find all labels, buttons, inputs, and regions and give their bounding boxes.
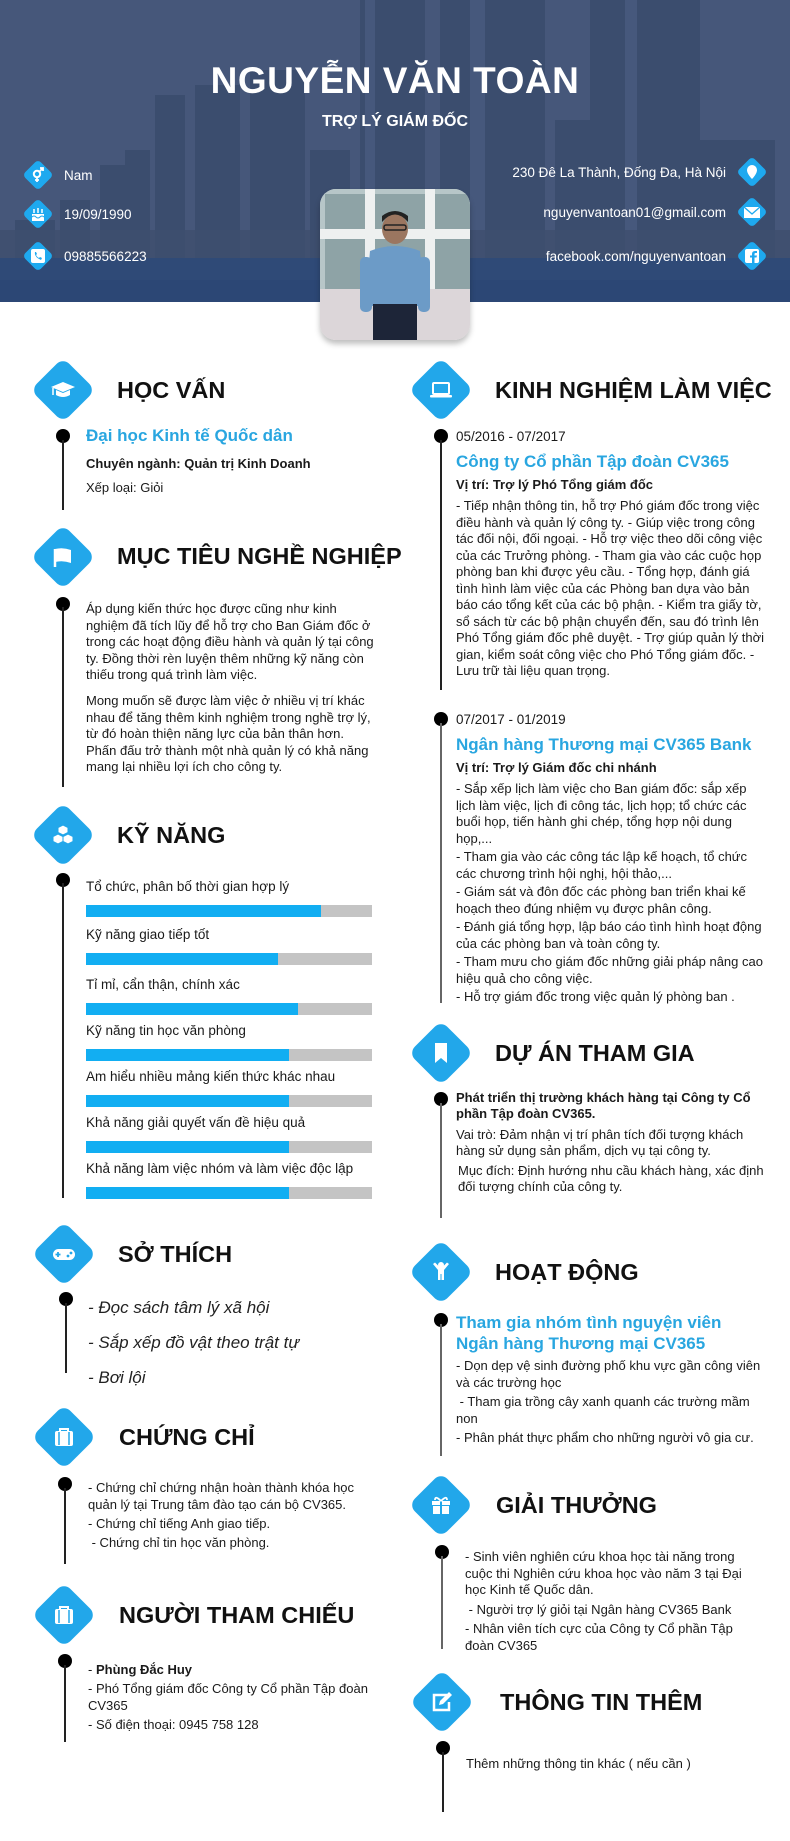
job-item bbox=[456, 711, 766, 1006]
activity-detail: - Tham gia trồng cây xanh quanh các trường mầm non bbox=[456, 1394, 754, 1426]
references-content bbox=[88, 1661, 368, 1733]
activity-detail: - Dọn dẹp vệ sinh đường phố khu vực gần công viên và các trường học bbox=[456, 1358, 761, 1390]
skill-bar-fill bbox=[86, 1049, 289, 1061]
timeline-line bbox=[64, 1488, 66, 1564]
skill-bar bbox=[86, 953, 372, 965]
email-icon bbox=[736, 196, 768, 228]
facebook-icon bbox=[736, 240, 768, 272]
reference-name-prefix: - bbox=[88, 1662, 96, 1677]
timeline-line bbox=[442, 1752, 444, 1812]
cubes-icon bbox=[31, 803, 95, 867]
project-item bbox=[456, 1090, 766, 1195]
certificate-item: - Chứng chỉ tiếng Anh giao tiếp. bbox=[88, 1516, 271, 1531]
skill-bar-fill bbox=[86, 1141, 289, 1153]
skill-label: Khả năng làm việc nhóm và làm việc độc lập bbox=[86, 1161, 354, 1176]
gamepad-icon bbox=[32, 1222, 96, 1286]
gender-value: Nam bbox=[64, 167, 93, 183]
job-position: Vị trí: Trợ lý Giám đốc chi nhánh bbox=[456, 760, 657, 775]
bookmark-icon bbox=[409, 1021, 473, 1085]
job-details: - Tiếp nhận thông tin, hỗ trợ Phó giám đốc trong việc điều hành và quản lý công ty. - Giúp việc trong công tác đối nội, đối ngoại. - Hỗ trợ việc theo dõi công việc của các Trưởng phòng. - Tham gia vào các cuộc họp phòng ban khi được yêu cầu. - Tổng hợp, đánh giá tình hình làm việc của các Phòng ban dựa vào bản báo cáo tổng kết của các bộ phận. - Kiểm tra giấy tờ, sổ sách từ các bộ phận chuyển đến, sau đó trình lên Phó Tổng giám đốc phê duyệt. - Trợ giúp quản lý thời gian, kiểm soát công việc cho Phó Tổng giám đốc. - Lưu trữ tài liệu quan trọng. bbox=[456, 498, 765, 678]
flag-icon bbox=[31, 525, 95, 589]
job-period: 05/2016 - 07/2017 bbox=[456, 429, 566, 444]
additional-content bbox=[466, 1755, 766, 1772]
facebook-value[interactable]: facebook.com/nguyenvantoan bbox=[545, 248, 726, 264]
skill-item bbox=[86, 1023, 372, 1061]
hobbies-content bbox=[88, 1290, 378, 1395]
timeline-line bbox=[64, 1665, 66, 1742]
contact-email bbox=[533, 196, 768, 228]
job-detail: - Tham gia vào các công tác lập kế hoạch, tổ chức các chương trình hội nghị, hội thảo,... bbox=[456, 849, 748, 881]
address-value: 230 Đê La Thành, Đống Đa, Hà Nội bbox=[512, 164, 726, 180]
section-title-activities: HOẠT ĐỘNG bbox=[495, 1259, 639, 1285]
skill-label: Kỹ năng tin học văn phòng bbox=[86, 1023, 246, 1038]
skill-item bbox=[86, 1115, 372, 1153]
skill-bar-fill bbox=[86, 953, 278, 965]
gift-icon bbox=[409, 1473, 473, 1537]
laptop-icon bbox=[409, 358, 473, 422]
objective-paragraph: Mong muốn sẽ được làm việc ở nhiều vị trí khác nhau để tăng thêm kinh nghiệm trong nghề trợ lý, từ đó hoàn thiện năng lực của bản thân hơn. Phấn đấu trở thành một nhà quản lý có khả năng mang lại nhiều lợi ích cho công ty. bbox=[86, 692, 371, 775]
job-detail: - Sắp xếp lịch làm việc cho Ban giám đốc: sắp xếp lịch làm việc, lịch đi công tác, lịch họp; tổ chức các buổi họp, tiến hành ghi chép, tổng hợp nội dung họp,... bbox=[456, 781, 747, 846]
section-title-references: NGƯỜI THAM CHIẾU bbox=[119, 1602, 355, 1628]
skill-bar bbox=[86, 905, 372, 917]
skill-bar bbox=[86, 1003, 372, 1015]
contact-phone bbox=[22, 240, 157, 272]
section-title-hobbies: SỞ THÍCH bbox=[118, 1241, 233, 1267]
job-item bbox=[456, 428, 766, 680]
edit-icon bbox=[410, 1670, 474, 1734]
section-title-objective: MỤC TIÊU NGHỀ NGHIỆP bbox=[117, 543, 402, 569]
job-detail: - Tham mưu cho giám đốc những giải pháp nâng cao hiệu quả cho công việc. bbox=[456, 954, 763, 986]
section-title-skills: KỸ NĂNG bbox=[117, 822, 226, 848]
award-item: - Nhân viên tích cực của Công ty Cổ phần Tập đoàn CV365 bbox=[465, 1621, 733, 1653]
job-details-list bbox=[456, 781, 766, 1006]
skill-bar-fill bbox=[86, 1095, 289, 1107]
project-role: Vai trò: Đảm nhận vị trí phân tích đối tượng khách hàng sử dụng sản phẩm, dịch vụ tại công ty. bbox=[456, 1127, 744, 1158]
project-name: Phát triển thị trường khách hàng tại Công ty Cổ phần Tập đoàn CV365. bbox=[456, 1090, 751, 1121]
education-content bbox=[86, 425, 376, 496]
timeline-line bbox=[62, 440, 64, 510]
briefcase-icon bbox=[32, 1405, 96, 1469]
map-pin-icon bbox=[736, 156, 768, 188]
job-detail: - Giám sát và đôn đốc các phòng ban triển khai kế hoạch theo đúng nhiệm vụ được phân công. bbox=[456, 884, 746, 916]
timeline-line bbox=[440, 1324, 442, 1456]
skill-label: Khả năng giải quyết vấn đề hiệu quả bbox=[86, 1115, 306, 1130]
award-item: - Người trợ lý giỏi tại Ngân hàng CV365 Bank bbox=[465, 1601, 732, 1617]
skill-item bbox=[86, 927, 372, 965]
job-detail: - Hỗ trợ giám đốc trong việc quản lý phòng ban . bbox=[456, 989, 735, 1004]
skill-item bbox=[86, 879, 372, 917]
job-detail: - Đánh giá tổng hợp, lập báo cáo tình hình hoạt động của các phòng ban và toàn công ty. bbox=[456, 919, 762, 951]
timeline-line bbox=[62, 607, 64, 787]
section-title-education: HỌC VẤN bbox=[117, 377, 226, 403]
certificate-item: - Chứng chỉ chứng nhận hoàn thành khóa học quản lý tại Trung tâm đào tạo cán bộ CV365. bbox=[88, 1480, 355, 1512]
award-item: - Sinh viên nghiên cứu khoa học tài năng trong cuộc thi Nghiên cứu khoa học vào năm 3 tại Đại học Kinh tế Quốc dân. bbox=[465, 1549, 742, 1597]
section-title-awards: GIẢI THƯỞNG bbox=[496, 1492, 657, 1518]
awards-content bbox=[465, 1549, 765, 1654]
certificate-item: - Chứng chỉ tin học văn phòng. bbox=[88, 1535, 270, 1550]
job-company: Ngân hàng Thương mại CV365 Bank bbox=[456, 735, 752, 754]
additional-text: Thêm những thông tin khác ( nếu cần ) bbox=[466, 1756, 691, 1771]
skill-bar bbox=[86, 1141, 372, 1153]
skill-bar-fill bbox=[86, 1187, 289, 1199]
reference-phone: - Số điện thoại: 0945 758 128 bbox=[88, 1717, 259, 1732]
contact-address bbox=[502, 156, 768, 188]
timeline-line bbox=[440, 1103, 442, 1218]
objective-content bbox=[86, 601, 376, 776]
section-title-additional: THÔNG TIN THÊM bbox=[500, 1689, 703, 1715]
person-icon bbox=[409, 1240, 473, 1304]
hobby-item: - Sắp xếp đồ vật theo trật tự bbox=[88, 1333, 300, 1352]
activity-name: Tham gia nhóm tình nguyện viên Ngân hàng Thương mại CV365 bbox=[456, 1313, 722, 1353]
birthday-cake-icon bbox=[22, 198, 54, 230]
education-icon bbox=[31, 358, 95, 422]
timeline-line bbox=[441, 1556, 443, 1649]
contact-facebook bbox=[536, 240, 768, 272]
phone-icon bbox=[22, 240, 54, 272]
timeline-line bbox=[65, 1303, 67, 1373]
phone-value[interactable]: 09885566223 bbox=[64, 248, 147, 264]
skill-label: Tổ chức, phân bố thời gian hợp lý bbox=[86, 879, 290, 894]
candidate-job-title: TRỢ LÝ GIÁM ĐỐC bbox=[321, 113, 469, 130]
skill-item bbox=[86, 1161, 372, 1199]
reference-name: Phùng Đắc Huy bbox=[95, 1662, 193, 1677]
project-purpose: Mục đích: Định hướng nhu cầu khách hàng, xác định đối tượng chính của công ty. bbox=[458, 1163, 764, 1194]
timeline-line bbox=[62, 883, 64, 1198]
profile-photo bbox=[320, 189, 470, 340]
job-period: 07/2017 - 01/2019 bbox=[456, 712, 566, 727]
skill-label: Kỹ năng giao tiếp tốt bbox=[86, 927, 210, 942]
school-name: Đại học Kinh tế Quốc dân bbox=[86, 426, 293, 445]
skill-bar bbox=[86, 1049, 372, 1061]
section-title-experience: KINH NGHIỆM LÀM VIỆC bbox=[495, 377, 772, 403]
candidate-name: NGUYỄN VĂN TOÀN bbox=[210, 60, 580, 101]
briefcase-icon bbox=[32, 1583, 96, 1647]
skill-label: Tỉ mỉ, cẩn thận, chính xác bbox=[86, 977, 240, 992]
skill-label: Am hiểu nhiều mảng kiến thức khác nhau bbox=[86, 1069, 336, 1084]
skill-bar bbox=[86, 1187, 372, 1199]
job-position: Vị trí: Trợ lý Phó Tổng giám đốc bbox=[456, 477, 654, 492]
skill-bar-fill bbox=[86, 1003, 298, 1015]
timeline-line bbox=[440, 440, 442, 690]
section-title-projects: DỰ ÁN THAM GIA bbox=[495, 1040, 695, 1066]
job-company: Công ty Cổ phần Tập đoàn CV365 bbox=[456, 452, 729, 471]
skill-item bbox=[86, 1069, 372, 1107]
skill-bar-fill bbox=[86, 905, 321, 917]
gender-icon bbox=[22, 159, 54, 191]
hobby-item: - Bơi lội bbox=[88, 1368, 146, 1387]
reference-name-row bbox=[88, 1661, 368, 1678]
activity-detail: - Phân phát thực phẩm cho những người vô gia cư. bbox=[456, 1430, 754, 1445]
timeline-line bbox=[440, 723, 442, 1003]
reference-position: - Phó Tổng giám đốc Công ty Cổ phần Tập đoàn CV365 bbox=[88, 1681, 368, 1713]
activity-item bbox=[456, 1312, 766, 1447]
certificates-content bbox=[88, 1479, 378, 1551]
skill-bar bbox=[86, 1095, 372, 1107]
skill-item bbox=[86, 977, 372, 1015]
hobby-item: - Đọc sách tâm lý xã hội bbox=[88, 1298, 270, 1317]
grade: Xếp loại: Giỏi bbox=[86, 480, 164, 495]
email-value[interactable]: nguyenvantoan01@gmail.com bbox=[543, 204, 726, 220]
contact-gender bbox=[22, 159, 103, 191]
contact-birthday bbox=[22, 198, 142, 230]
section-title-certificates: CHỨNG CHỈ bbox=[119, 1424, 255, 1450]
major: Chuyên ngành: Quản trị Kinh Doanh bbox=[86, 456, 311, 471]
birthday-value: 19/09/1990 bbox=[64, 206, 132, 222]
objective-paragraph: Áp dụng kiến thức học được cũng như kinh nghiệm đã tích lũy để hỗ trợ cho Ban Giám đốc ở trong các hoạt động điều hành và quản lý tại công ty. Đồng thời rèn luyện thêm những kỹ năng còn thiếu trong quá trình làm việc. bbox=[86, 601, 374, 683]
